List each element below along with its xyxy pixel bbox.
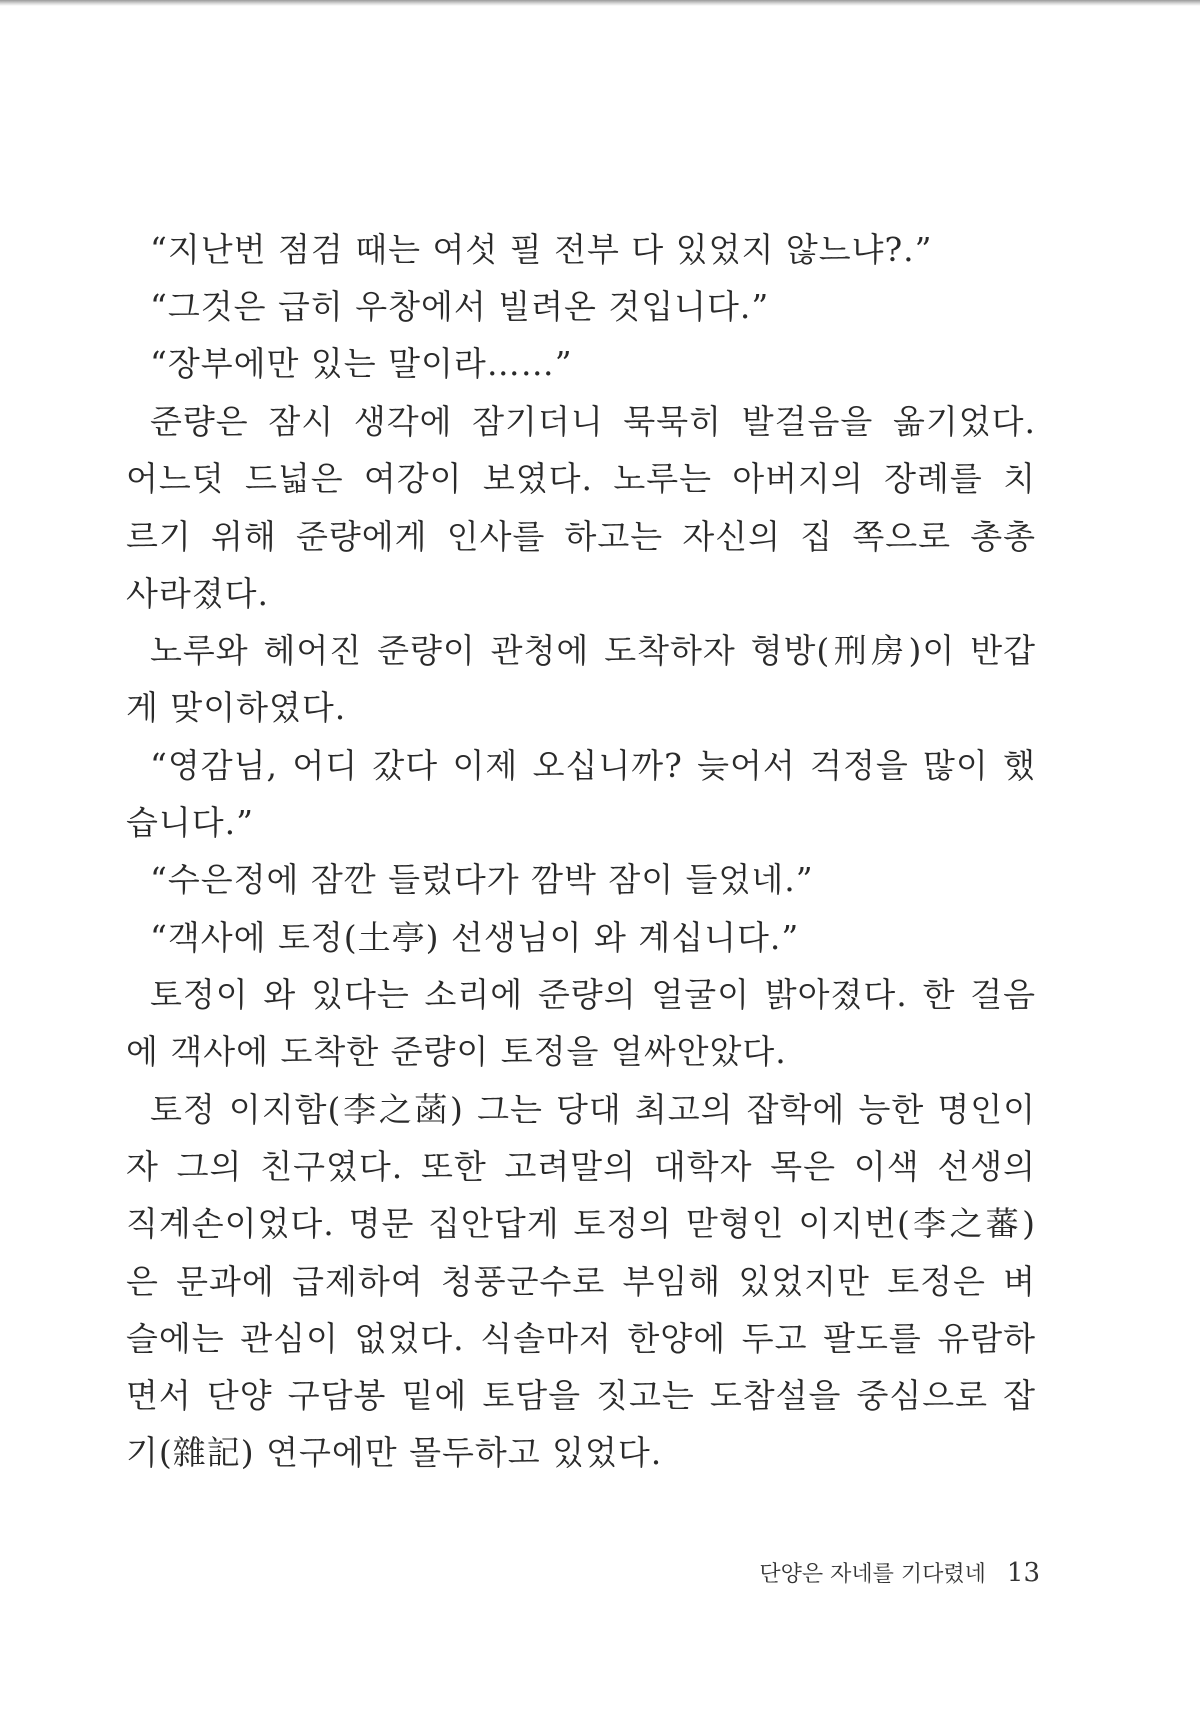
text-line: “장부에만 있는 말이라……” [150,344,573,383]
text-line: 은 문과에 급제하여 청풍군수로 부임해 있었지만 토정은 벼 [126,1262,1036,1301]
text-line: “지난번 점검 때는 여섯 필 전부 다 있었지 않느냐?.” [150,230,933,269]
text-line: 슬에는 관심이 없었다. 식솔마저 한양에 두고 팔도를 유람하 [126,1319,1036,1358]
text-line: 토정이 와 있다는 소리에 준량의 얼굴이 밝아졌다. 한 걸음 [150,975,1036,1014]
text-line: “그것은 급히 우창에서 빌려온 것입니다.” [150,287,770,326]
running-title: 단양은 자네를 기다렸네 [759,1562,986,1587]
text-line: “수은정에 잠깐 들렀다가 깜박 잠이 들었네.” [150,860,814,899]
page-number: 13 [1006,1558,1040,1588]
text-line: 르기 위해 준량에게 인사를 하고는 자신의 집 쪽으로 총총 [126,517,1036,556]
page-footer [759,1557,1040,1588]
text-line: 습니다.” [126,803,254,842]
text-line: 기(雜記) 연구에만 몰두하고 있었다. [126,1433,663,1472]
text-line: “영감님, 어디 갔다 이제 오십니까? 늦어서 걱정을 많이 했 [150,746,1036,785]
scan-top-edge [0,0,1200,6]
text-line: 에 객사에 도착한 준량이 토정을 얼싸안았다. [126,1032,787,1071]
text-line: 노루와 헤어진 준량이 관청에 도착하자 형방(刑房)이 반갑 [150,631,1036,670]
text-line: 어느덧 드넓은 여강이 보였다. 노루는 아버지의 장례를 치 [126,459,1036,498]
text-line: “객사에 토정(土亭) 선생님이 와 계십니다.” [150,918,800,957]
text-line: 토정 이지함(李之菡) 그는 당대 최고의 잡학에 능한 명인이 [150,1090,1036,1129]
text-line: 게 맞이하였다. [126,688,347,727]
text-line: 직계손이었다. 명문 집안답게 토정의 맏형인 이지번(李之蕃) [126,1204,1036,1243]
text-line: 사라졌다. [126,574,270,613]
text-line: 면서 단양 구담봉 밑에 토담을 짓고는 도참설을 중심으로 잡 [126,1376,1036,1415]
text-line: 준량은 잠시 생각에 잠기더니 묵묵히 발걸음을 옮기었다. [150,402,1036,441]
text-line: 자 그의 친구였다. 또한 고려말의 대학자 목은 이색 선생의 [126,1147,1036,1186]
